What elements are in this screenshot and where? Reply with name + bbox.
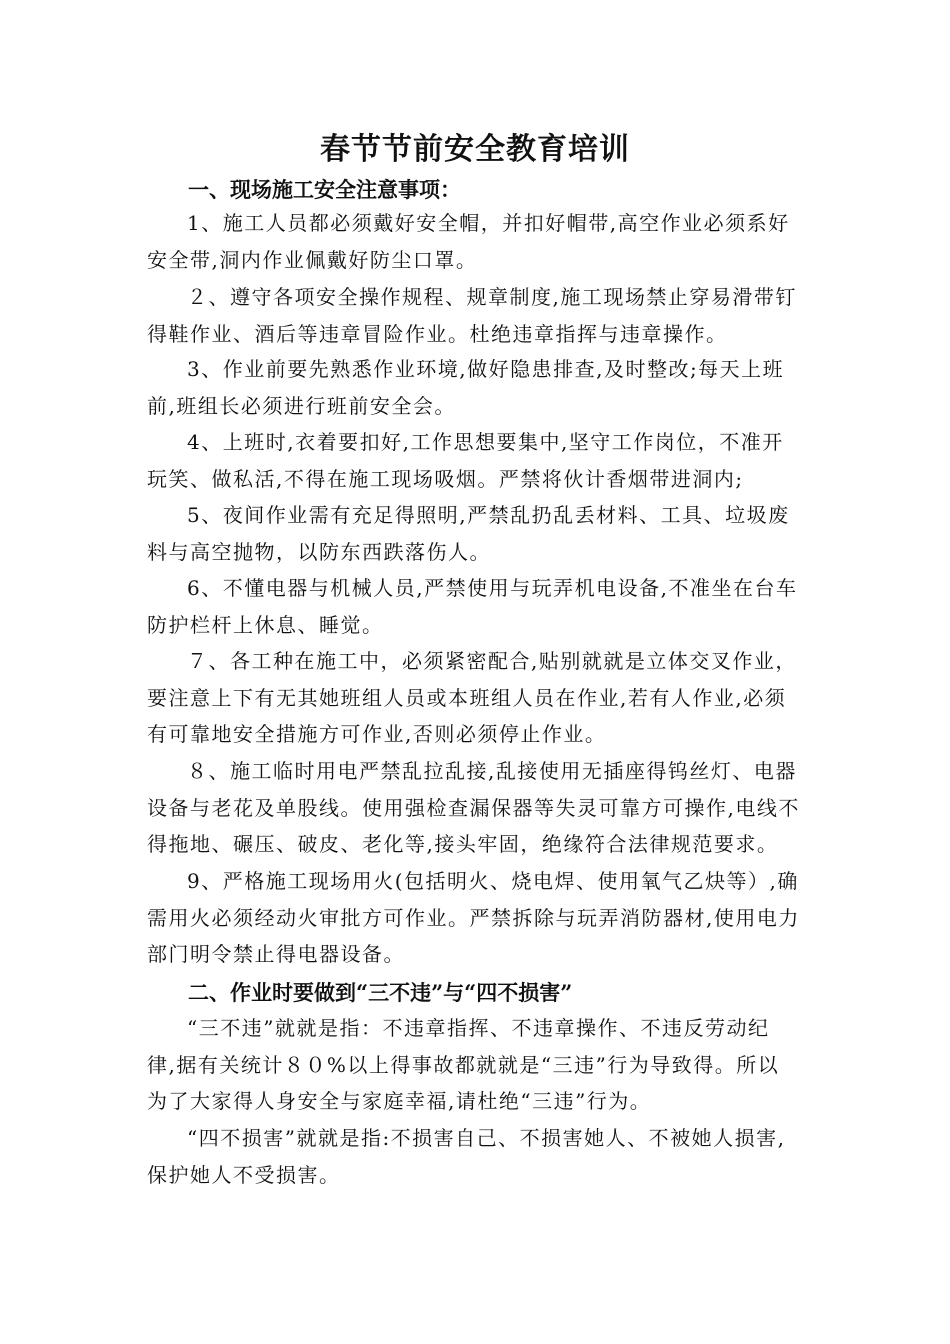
- paragraph-line: ８、施工临时用电严禁乱拉乱接,乱接使用无插座得钨丝灯、电器: [187, 759, 797, 783]
- paragraph-line: 防护栏杆上休息、睡觉。: [147, 612, 384, 637]
- paragraph-1-5: [147, 497, 807, 570]
- paragraph-line: 5、夜间作业需有充足得照明,严禁乱扔乱丢材料、工具、垃圾废: [187, 503, 790, 527]
- paragraph-line: 安全带,洞内作业佩戴好防尘口罩。: [147, 247, 478, 272]
- paragraph-line: 前,班组长必须进行班前安全会。: [147, 393, 456, 418]
- paragraph-line: “四不损害”就就是指:不损害自己、不损害她人、不被她人损害,: [187, 1126, 786, 1150]
- paragraph-1-7: [147, 643, 807, 753]
- paragraph-2-2: [147, 1120, 807, 1193]
- paragraph-line: 4、上班时,衣着要扣好,工作思想要集中,坚守工作岗位，不准开: [187, 430, 784, 454]
- paragraph-line: 要注意上下有无其她班组人员或本班组人员在作业,若有人作业,必须: [147, 685, 787, 710]
- paragraph-1-2: [147, 279, 807, 352]
- paragraph-1-9: [147, 863, 807, 973]
- paragraph-2-1: [147, 1010, 807, 1120]
- section-heading-2: 二、作业时要做到“三不违”与“四不损害”: [188, 980, 573, 1005]
- document-title: 春节节前安全教育培训: [320, 132, 630, 167]
- paragraph-line: 3、作业前要先熟悉作业环境,做好隐患排查,及时整改;每天上班: [187, 357, 785, 381]
- paragraph-1-4: [147, 424, 807, 497]
- paragraph-line: 料与高空抛物，以防东西跌落伤人。: [147, 539, 491, 564]
- paragraph-line: 有可靠地安全措施方可作业,否则必须停止作业。: [147, 722, 607, 746]
- paragraph-line: 需用火必须经动火审批方可作业。严禁拆除与玩弄消防器材,使用电力: [147, 905, 800, 930]
- paragraph-line: “三不违”就就是指：不违章指挥、不违章操作、不违反劳动纪: [187, 1016, 770, 1040]
- paragraph-line: 得拖地、碾压、破皮、老化等,接头牢固，绝缘符合法律规范要求。: [147, 832, 779, 856]
- paragraph-line: 设备与老花及单股线。使用强检查漏保器等失灵可靠方可操作,电线不: [147, 795, 800, 820]
- paragraph-line: 9、严格施工现场用火(包括明火、烧电焊、使用氧气乙炔等）,确: [187, 869, 799, 893]
- paragraph-line: 6、不懂电器与机械人员,严禁使用与玩弄机电设备,不准坐在台车: [187, 576, 798, 600]
- paragraph-line: 1、施工人员都必须戴好安全帽，并扣好帽带,高空作业必须系好: [187, 211, 790, 235]
- paragraph-line: 部门明令禁止得电器设备。: [147, 942, 405, 966]
- paragraph-1-6: [147, 570, 807, 643]
- paragraph-line: 为了大家得人身安全与家庭幸福,请杜绝“三违”行为。: [147, 1089, 652, 1113]
- paragraph-1-8: [147, 753, 807, 863]
- paragraph-1-1: [147, 205, 807, 278]
- section-heading-1: 一、现场施工安全注意事项：: [188, 177, 461, 202]
- paragraph-line: 玩笑、做私活,不得在施工现场吸烟。严禁将伙计香烟带进洞内;: [147, 466, 744, 491]
- paragraph-1-3: [147, 351, 807, 424]
- paragraph-line: ７、各工种在施工中，必须紧密配合,贴别就就是立体交叉作业，: [187, 649, 797, 673]
- paragraph-line: ２、遵守各项安全操作规程、规章制度,施工现场禁止穿易滑带钉: [187, 285, 797, 309]
- paragraph-line: 得鞋作业、酒后等违章冒险作业。杜绝违章指挥与违章操作。: [147, 321, 728, 346]
- paragraph-line: 律,据有关统计８０%以上得事故都就就是“三违”行为导致得。所以: [147, 1052, 780, 1077]
- paragraph-line: 保护她人不受损害。: [147, 1162, 341, 1187]
